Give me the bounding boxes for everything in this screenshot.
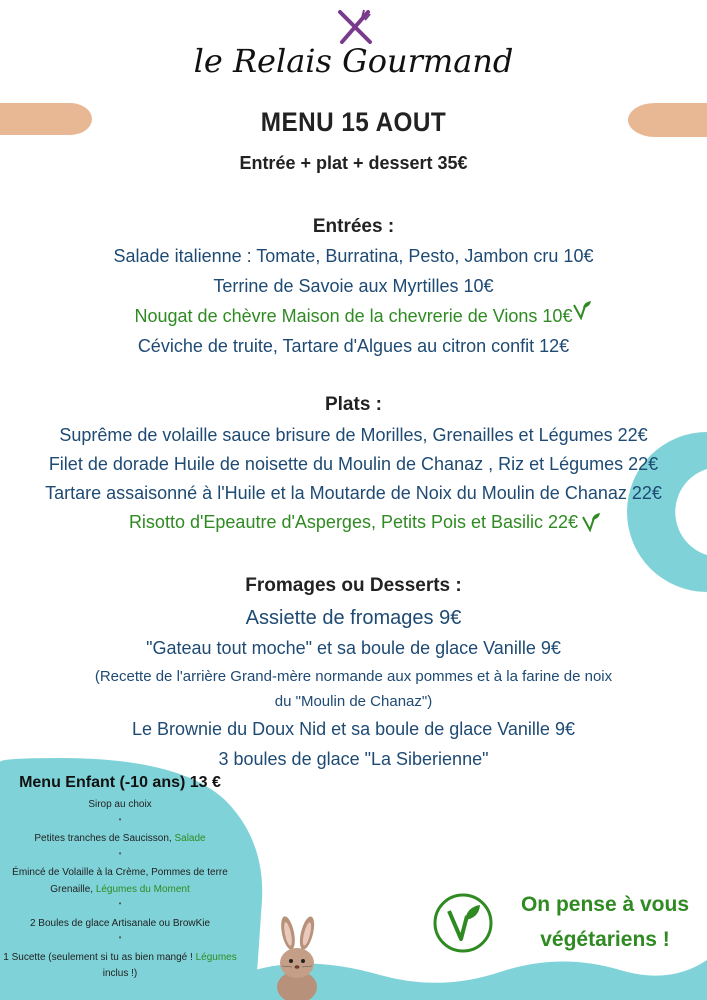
kids-bullet: • [118,815,122,824]
kids-item [0,831,240,847]
kids-bullet: • [118,933,122,942]
entree-item: Terrine de Savoie aux Myrtilles 10€ [213,276,494,296]
kids-item-text: Petites tranches de Saucisson, [34,833,175,844]
fork-knife-icon [336,8,374,46]
kids-item-highlight: inclus !) [102,968,138,979]
vegetarian-leaf-icon [581,512,601,532]
kids-item-highlight: Légumes [195,952,237,963]
section-heading-desserts: Fromages ou Desserts : [245,575,462,596]
kids-item-text: 1 Sucette (seulement si tu as bien mangé ! [3,952,196,963]
entree-item: Céviche de truite, Tartare d'Algues au citron confit 12€ [137,336,570,356]
kids-menu-heading: Menu Enfant (-10 ans) 13 € [19,774,221,791]
brand-logo: le Relais Gourmand [193,42,514,80]
entree-item: Salade italienne : Tomate, Burratina, Pesto, Jambon cru 10€ [113,246,594,266]
section-heading-plats: Plats : [324,394,383,415]
bunny-illustration [268,915,326,1000]
section-heading-entrees: Entrées : [312,216,395,237]
vegetarian-badge-icon [432,892,494,954]
page-title: MENU 15 AOUT [260,107,447,137]
plat-item: Suprême de volaille sauce brisure de Morilles, Grenailles et Légumes 22€ [59,425,648,445]
kids-item [0,950,240,966]
kids-item-highlight: Légumes du Moment [95,884,190,895]
dessert-item: Le Brownie du Doux Nid et sa boule de glace Vanille 9€ [132,719,575,739]
entree-item-vegetarian: Nougat de chèvre Maison de la chevrerie de Vions 10€ [134,306,573,326]
kids-item-text: Grenaille, [50,884,96,895]
dessert-note: (Recette de l'arrière Grand-mère normande aux pommes et à la farine de noix [94,668,613,685]
dessert-item: Assiette de fromages 9€ [245,607,462,629]
kids-item: 2 Boules de glace Artisanale ou BrowKie [29,918,211,929]
vegetarian-message: végétariens ! [540,928,670,951]
kids-bullet: • [118,899,122,908]
vegetarian-message: On pense à vous [520,893,690,916]
kids-item: Sirop au choix [88,799,152,810]
dessert-note: du "Moulin de Chanaz") [274,693,433,710]
dessert-item: "Gateau tout moche" et sa boule de glace Vanille 9€ [146,638,561,658]
kids-item: Émincé de Volaille à la Crème, Pommes de terre [12,867,228,878]
plat-item-vegetarian: Risotto d'Epeautre d'Asperges, Petits Pois et Basilic 22€ [128,512,579,532]
formula: Entrée + plat + dessert 35€ [239,153,468,173]
kids-item [0,882,240,898]
vegetarian-leaf-icon [572,300,592,320]
plat-item: Tartare assaisonné à l'Huile et la Moutarde de Noix du Moulin de Chanaz 22€ [45,483,662,503]
kids-bullet: • [118,849,122,858]
kids-item-highlight: Salade [174,833,206,844]
plat-item: Filet de dorade Huile de noisette du Moulin de Chanaz , Riz et Légumes 22€ [48,454,659,474]
dessert-item: 3 boules de glace "La Siberienne" [218,749,489,769]
